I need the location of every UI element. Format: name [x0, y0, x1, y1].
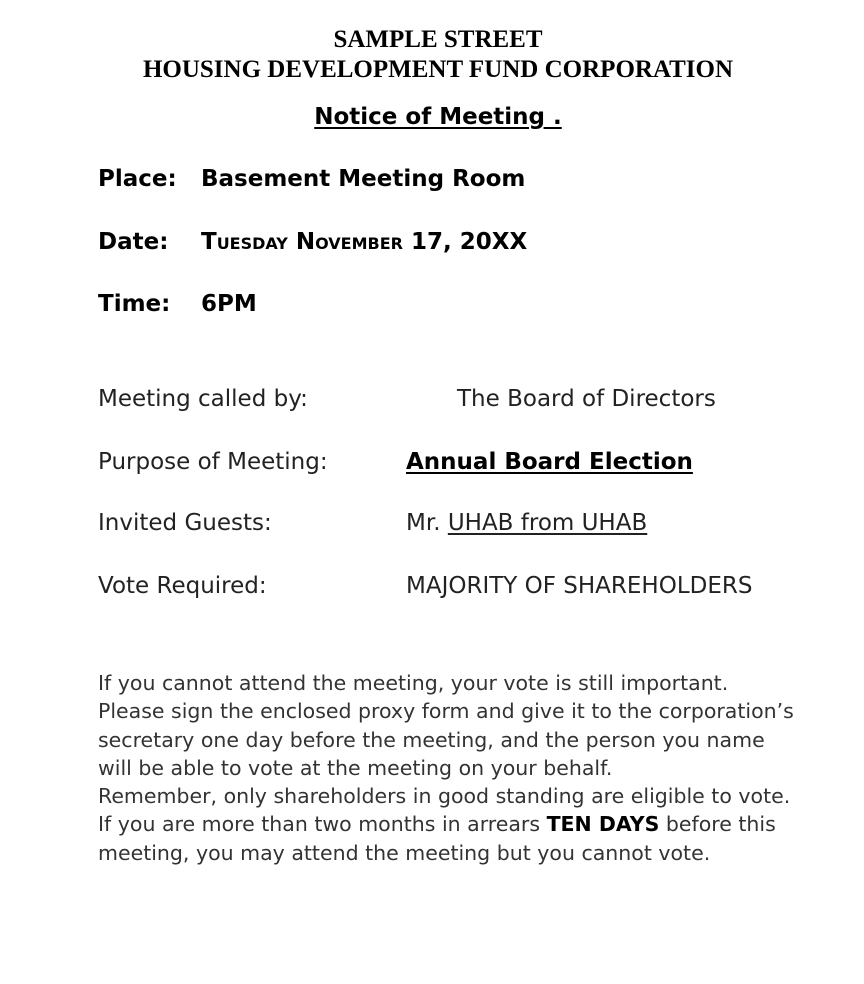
date-label: Date:	[98, 229, 169, 255]
place-label: Place:	[98, 166, 177, 192]
instructions-paragraph-2-start: Remember, only shareholders in good standing are eligible to vote. If you are more than two months in arrears	[98, 784, 804, 837]
guests-value: UHAB from UHAB	[447, 510, 648, 536]
guests-label: Invited Guests:	[98, 510, 272, 536]
instructions-paragraph-2	[98, 782, 804, 867]
purpose-row	[98, 449, 693, 475]
instructions-paragraph-2-end: before this meeting, you may attend the meeting but you cannot vote.	[98, 812, 776, 865]
date-row	[98, 229, 527, 255]
vote-value: MAJORITY OF SHAREHOLDERS	[406, 573, 753, 599]
called-by-value: The Board of Directors	[457, 386, 716, 412]
vote-label: Vote Required:	[98, 573, 267, 599]
org-name-line1: SAMPLE STREET	[333, 26, 543, 53]
vote-row	[98, 573, 752, 599]
time-row	[98, 291, 257, 317]
guests-row	[98, 510, 647, 536]
called-by-row	[98, 386, 716, 412]
time-value: 6PM	[201, 291, 257, 317]
place-row	[98, 166, 525, 192]
notice-title: Notice of Meeting .	[314, 104, 562, 130]
guests-prefix: Mr.	[406, 510, 448, 536]
org-name-line2: HOUSING DEVELOPMENT FUND CORPORATION	[142, 56, 734, 83]
time-label: Time:	[98, 291, 171, 317]
instructions	[98, 669, 804, 867]
place-value: Basement Meeting Room	[201, 166, 526, 192]
ten-days-emphasis: TEN DAYS	[546, 812, 660, 837]
called-by-label: Meeting called by:	[98, 386, 308, 412]
date-value: Tuesday November 17, 20XX	[201, 229, 528, 255]
instructions-paragraph-1: If you cannot attend the meeting, your vote is still important. Please sign the enclosed proxy form and give it to the corporation’s secretary one day before the meeting, and the person you name will be able to vote at the meeting on your behalf.	[98, 671, 794, 780]
purpose-label: Purpose of Meeting:	[98, 449, 328, 475]
purpose-value: Annual Board Election	[406, 449, 693, 475]
